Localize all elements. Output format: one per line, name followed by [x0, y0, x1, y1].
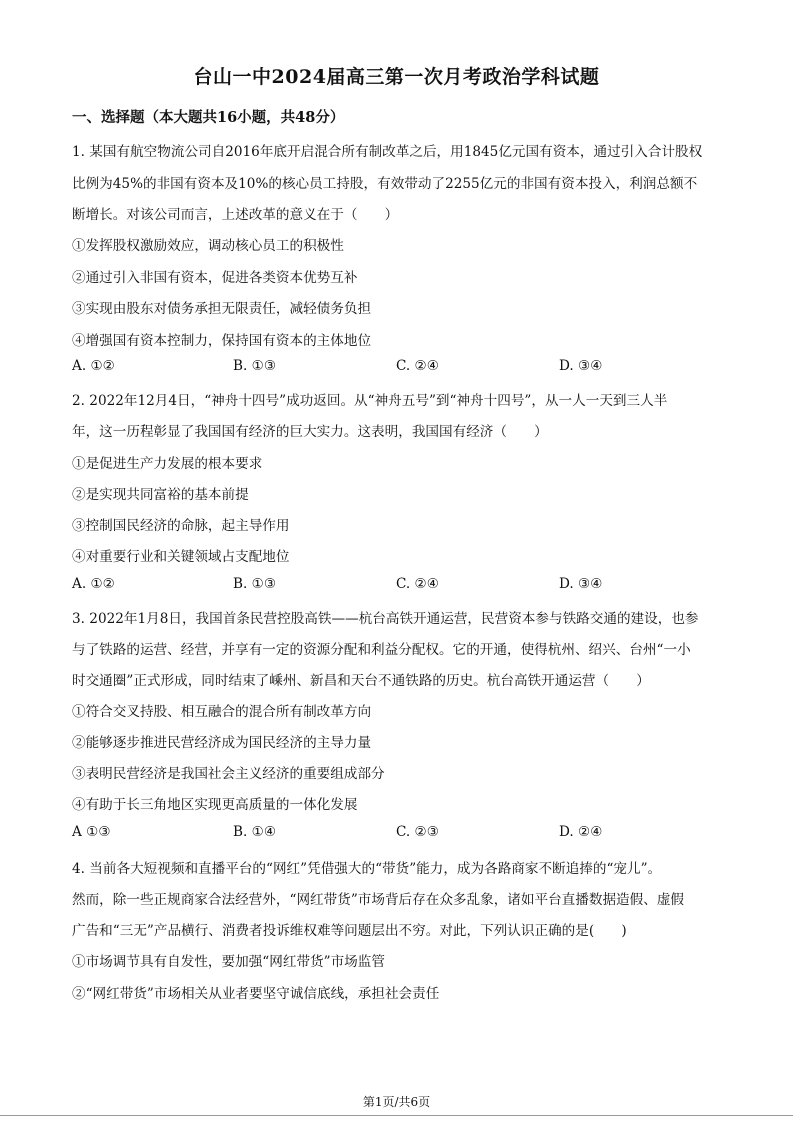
q2-statement-3: ③控制国民经济的命脉，起主导作用 [72, 518, 290, 534]
q1-option-d[interactable]: D. ③④ [559, 358, 603, 374]
q3-stem-line-2: 与了铁路的运营、经营，并享有一定的资源分配和利益分配权。它的开通，使得杭州、绍兴、台州“一小 [72, 642, 691, 658]
q1-stem-line-1: 1. 某国有航空物流公司自2016年底开启混合所有制改革之后，用1845亿元国有资本，通过引入合计股权 [72, 144, 703, 160]
q3-option-a[interactable]: A ①③ [72, 824, 111, 840]
q4-stem-line-3: 广告和“三无”产品横行、消费者投诉维权难等问题层出不穷。对此，下列认识正确的是( ) [72, 923, 627, 939]
q3-stem-line-3: 时交通圈”正式形成，同时结束了嵊州、新昌和天台不通铁路的历史。杭台高铁开通运营（ ） [72, 673, 650, 689]
q1-statement-3: ③实现由股东对债务承担无限责任，减轻债务负担 [72, 301, 372, 317]
q1-statement-1: ①发挥股权激励效应，调动核心员工的积极性 [72, 238, 344, 254]
q4-stem-line-1: 4. 当前各大短视频和直播平台的“网红”凭借强大的“带货”能力，成为各路商家不断追捧的“宠儿”。 [72, 861, 662, 877]
q3-option-c[interactable]: C. ②③ [396, 824, 439, 840]
q1-option-a[interactable]: A. ①② [72, 358, 115, 374]
page-number-footer: 第1页/共6页 [362, 1095, 431, 1109]
q3-statement-3: ③表明民营经济是我国社会主义经济的重要组成部分 [72, 766, 385, 782]
q1-stem-line-3: 断增长。对该公司而言，上述改革的意义在于（ ） [72, 207, 399, 223]
q2-option-d[interactable]: D. ③④ [559, 576, 603, 592]
page-title: 台山一中2024届高三第一次月考政治学科试题 [193, 66, 600, 88]
footer-divider [0, 1115, 793, 1116]
q3-option-b[interactable]: B. ①④ [233, 824, 277, 840]
q3-option-d[interactable]: D. ②④ [559, 824, 603, 840]
section-heading: 一、选择题（本大题共16小题，共48分） [72, 109, 345, 126]
q4-statement-2: ②“网红带货”市场相关从业者要坚守诚信底线，承担社会责任 [72, 986, 440, 1002]
q3-statement-4: ④有助于长三角地区实现更高质量的一体化发展 [72, 797, 358, 813]
q1-option-b[interactable]: B. ①③ [233, 358, 277, 374]
q2-option-b[interactable]: B. ①③ [233, 576, 277, 592]
q2-statement-4: ④对重要行业和关键领域占支配地位 [72, 549, 290, 565]
q1-option-c[interactable]: C. ②④ [396, 358, 439, 374]
q1-statement-4: ④增强国有资本控制力，保持国有资本的主体地位 [72, 333, 372, 349]
q2-statement-2: ②是实现共同富裕的基本前提 [72, 487, 249, 503]
q3-options [72, 824, 732, 844]
q4-statement-1: ①市场调节具有自发性，要加强“网红带货”市场监管 [72, 954, 385, 970]
q2-options [72, 576, 732, 596]
q3-statement-1: ①符合交叉持股、相互融合的混合所有制改革方向 [72, 704, 372, 720]
q4-stem-line-2: 然而，除一些正规商家合法经营外，“网红带货”市场背后存在众多乱象，诸如平台直播数据造假、虚假 [72, 892, 685, 908]
q2-statement-1: ①是促进生产力发展的根本要求 [72, 456, 263, 472]
q2-option-a[interactable]: A. ①② [72, 576, 115, 592]
q1-stem-line-2: 比例为45%的非国有资本及10%的核心员工持股，有效带动了2255亿元的非国有资本投入，利润总额不 [72, 176, 698, 192]
q1-statement-2: ②通过引入非国有资本，促进各类资本优势互补 [72, 270, 358, 286]
q3-stem-line-1: 3. 2022年1月8日，我国首条民营控股高铁——杭台高铁开通运营，民营资本参与铁路交通的建设，也参 [72, 611, 699, 627]
q2-option-c[interactable]: C. ②④ [396, 576, 439, 592]
q2-stem-line-2: 年，这一历程彰显了我国国有经济的巨大实力。这表明，我国国有经济（ ） [72, 424, 548, 440]
q2-stem-line-1: 2. 2022年12月4日，“神舟十四号”成功返回。从“神舟五号”到“神舟十四号”，从一人一天到三人半 [72, 393, 668, 409]
q1-options [72, 358, 732, 378]
q3-statement-2: ②能够逐步推进民营经济成为国民经济的主导力量 [72, 735, 372, 751]
